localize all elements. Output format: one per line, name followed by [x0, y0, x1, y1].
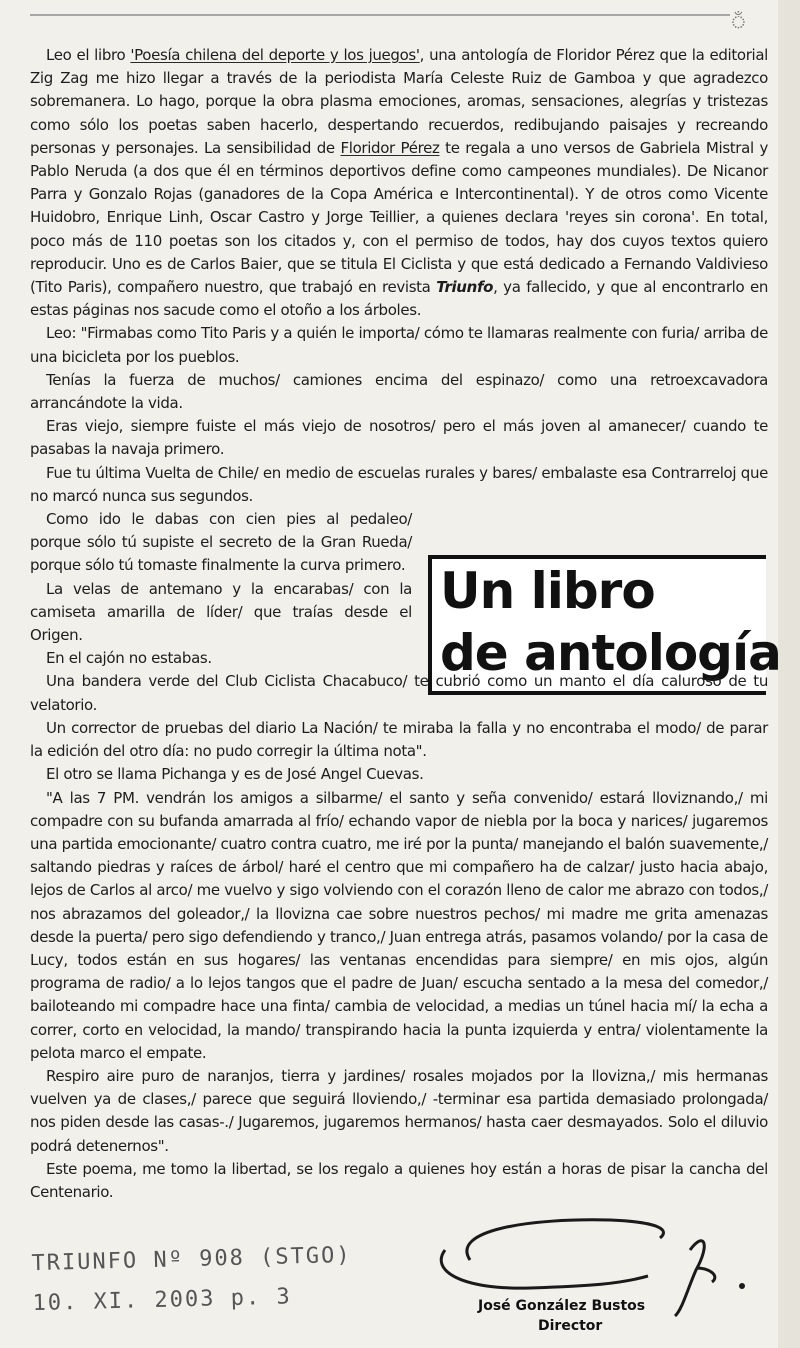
poem1-stanza: Fue tu última Vuelta de Chile/ en medio de escuelas rurales y bares/ embalaste esa Contrarreloj que no marcó nunca sus segundos.: [30, 463, 768, 505]
intro-text-a: , una antología de Floridor Pérez que la editorial Zig Zag me hizo llegar a través de la periodista María Celeste Ruiz de Gamboa y que agradezco sobremanera. Lo hago, porque la obra plasma emociones, aromas, sensaciones, alegrías y tristezas como sólo los poetas saben hacerlo, despertando recuerdos, redibujando paisajes y recreando personas y personajes. La sensibilidad de: [30, 46, 768, 157]
poem1-stanza: La velas de antemano y la encarabas/ con la camiseta amarilla de líder/ que traías desde el Origen.: [30, 579, 412, 645]
book-title: 'Poesía chilena del deporte y los juegos': [130, 46, 420, 64]
corner-mark: ঁ: [730, 12, 747, 33]
signature-name: José González Bustos: [478, 1298, 646, 1314]
intro-text-c: , ya fallecido, y que al encontrarlo en estas páginas nos sacude como el otoño a los árboles.: [30, 278, 769, 320]
article-body: [30, 44, 768, 1204]
handwritten-line-1: TRIUNFO Nº 908 (STGO): [31, 1242, 352, 1277]
headline-space: [418, 510, 768, 660]
poem1-stanza: Como ido le dabas con cien pies al pedaleo/ porque sólo tú supiste el secreto de la Gran Rueda/ porque sólo tú tomaste finalmente la curva primero.: [30, 510, 412, 575]
scan-edge: [778, 0, 800, 1348]
poem2-stanza: "A las 7 PM. vendrán los amigos a silbarme/ el santo y seña convenido/ estará lloviznando,/ mi compadre con su bufanda amarrada al frío/ echando vapor de niebla por la boca y narices/ jugaremos una partida emocionante/ cuatro contra cuatro, me iré por la punta/ manejando el balón suavemente,/ saltando piedras y raíces de árbol/ haré el centro que mi compañero ha de calzar/ justo hacia abajo, lejos de Carlos al arco/ me vuelvo y sigo volviendo con el corazón lleno de calor me abrazo con todos,/ nos abrazamos del goleador,/ la llovizna cae sobre nuestros pechos/ mi madre me grita amenazas desde la puerta/ pero sigo defendiendo y tranco,/ Juan entrega atrás, pasamos volando/ por la casa de Lucy, todos están en sus hogares/ las ventanas encendidas para siempre/ en mis ojos, algún programa de radio/ a lo lejos tangos que el padre de Juan/ escucha sentado a la mesa del comedor,/ bailoteando mi compadre hace una finta/ cambia de velocidad, a medias un túnel hacia mí/ la echa a correr, corto en velocidad, la mando/ transpirando hacia la punta izquierda y entra/ violentamente la pelota marco el empate.: [30, 788, 768, 1062]
handwritten-line-2: 10. XI. 2003 p. 3: [32, 1284, 292, 1317]
intro-paragraph: [30, 44, 768, 322]
poem1-stanza: En el cajón no estabas.: [46, 649, 212, 668]
headline-line-1: Un libro: [440, 562, 655, 620]
poem1-stanza: Leo: "Firmabas como Tito Paris y a quién le importa/ cómo te llamaras realmente con furia/ arriba de una bicicleta por los pueblos.: [30, 324, 768, 366]
author-name: Floridor Pérez: [340, 138, 440, 157]
headline-line-2: de antología: [440, 624, 781, 682]
poem1-stanza: Tenías la fuerza de muchos/ camiones encima del espinazo/ como una retroexcavadora arrancándote la vida.: [30, 370, 768, 413]
poem2-stanza: Respiro aire puro de naranjos, tierra y jardines/ rosales mojados por la llovizna,/ mis hermanas vuelven ya de clases,/ parece que seguirá lloviendo,/ -terminar esa partida demasiado prolongada/ nos piden desde las casas-./ Jugaremos, jugaremos hermanos/ hasta caer desmayados. Solo el diluvio podrá detenernos".: [30, 1066, 768, 1155]
signature-title: Director: [538, 1318, 603, 1334]
handwritten-archive-note: [31, 1236, 353, 1324]
intro-lead: Leo el libro: [46, 46, 126, 64]
magazine-name: Triunfo: [436, 278, 494, 297]
poem1-stanza: Una bandera verde del Club Ciclista Chacabuco/ te cubrió como un manto el día caluroso de tu velatorio.: [30, 672, 768, 714]
poem1-stanza: Un corrector de pruebas del diario La Nación/ te miraba la falla y no encontraba el modo/ de parar la edición del otro día: no pudo corregir la última nota".: [30, 718, 768, 761]
closing-paragraph: Este poema, me tomo la libertad, se los regalo a quienes hoy están a horas de pisar la cancha del Centenario.: [30, 1159, 768, 1201]
transition-line: El otro se llama Pichanga y es de José Angel Cuevas.: [46, 765, 424, 784]
top-rule: [30, 14, 730, 16]
intro-text-b: te regala a uno versos de Gabriela Mistral y Pablo Neruda (a dos que él en términos deportivos define como campeones mundiales). De Nicanor Parra y Gonzalo Rojas (ganadores de la Copa América e Intercontinental). Y de otros como Vicente Huidobro, Enrique Linh, Oscar Castro y Jorge Teillier, a quienes declara 'reyes sin corona'. En total, poco más de 110 poetas son los citados y, con el permiso de todos, hay dos cuyos textos quiero reproducir. Uno es de Carlos Baier, que se titula El Ciclista y que está dedicado a Fernando Valdivieso (Tito Paris), compañero nuestro, que trabajó en revista: [30, 138, 769, 297]
poem1-stanza: Eras viejo, siempre fuiste el más viejo de nosotros/ pero el más joven al amanecer/ cuando te pasabas la navaja primero.: [30, 417, 768, 459]
